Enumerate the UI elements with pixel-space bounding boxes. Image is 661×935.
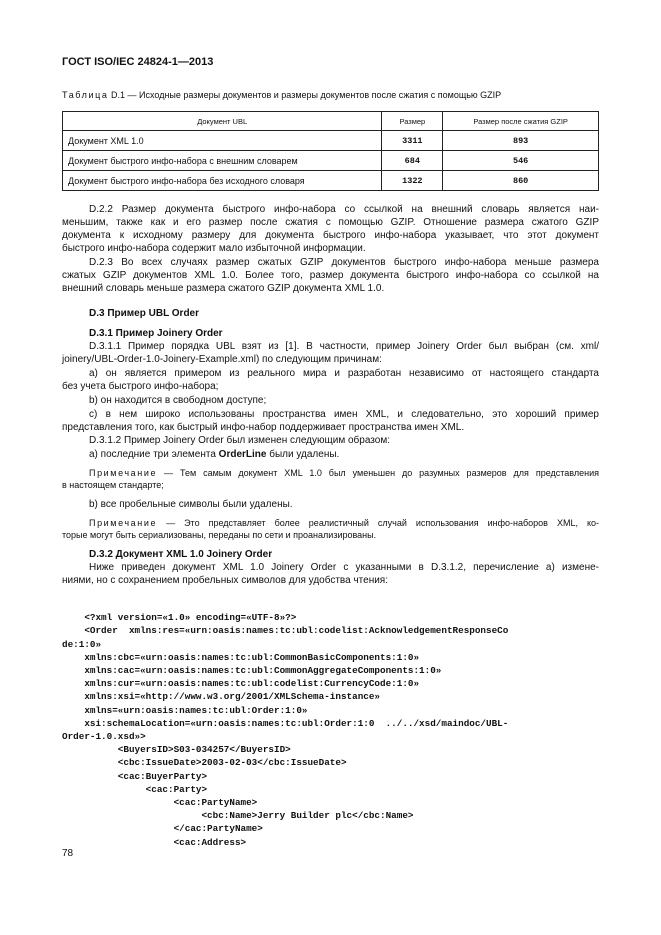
list-item-c (62, 408, 599, 434)
code-line: <?xml version=«1.0» encoding=«UTF-8»?> (62, 612, 297, 624)
code-line: Order-1.0.xsd»> (62, 731, 146, 743)
text-line: в настоящем стандарте; (62, 480, 164, 490)
text-line: с) в нем широко использованы пространства имен XML, и следовательно, это хороший пример (89, 409, 599, 420)
table-caption-label: Таблица (62, 90, 109, 100)
heading-d32: D.3.2 Документ XML 1.0 Joinery Order (89, 549, 273, 560)
list-item-a (62, 367, 599, 393)
code-line: xmlns:cbc=«urn:oasis:names:tc:ubl:CommonBasicComponents:1:0» (62, 651, 420, 663)
code-line: xmlns:cac=«urn:oasis:names:tc:ubl:CommonAggregateComponents:1:0» (62, 665, 442, 677)
text-fragment: а) последние три элемента (89, 449, 219, 460)
text-fragment: — Тем самым документ XML 1.0 был уменьшен до разумных размеров для представления (164, 468, 599, 478)
page-number: 78 (62, 848, 74, 859)
text-line: быстрого инфо-набора содержит мало избыточной информации. (62, 243, 366, 254)
text-line: торые могут быть сериализованы, переданы по сети и проанализированы. (62, 530, 377, 540)
text-line: Ниже приведен документ XML 1.0 Joinery Order с указанными в D.3.1.2, перечисление а) измене- (89, 562, 599, 573)
xml-code-block (62, 598, 508, 875)
code-line: <cac:Party> (62, 783, 208, 795)
heading-d31: D.3.1 Пример Joinery Order (89, 328, 223, 339)
text-line: без учета быстрого инфо-набора; (62, 381, 219, 392)
code-line: xmlns=«urn:oasis:names:tc:ubl:Order:1:0» (62, 704, 308, 716)
text-fragment: — Это представляет более реалистичный случай использования инфо-наборов XML, ко- (166, 518, 599, 528)
text-line: D.3.1.1 Пример порядка UBL взят из [1]. В частности, пример Joinery Order был выбран (см. xml/ (89, 341, 599, 352)
table-cell: 3311 (382, 131, 443, 151)
list-item-b: b) он находится в свободном доступе; (89, 395, 267, 406)
table-header-cell: Размер после сжатия GZIP (443, 112, 599, 131)
code-line: </cac:PartyName> (62, 823, 263, 835)
paragraph-d22 (62, 203, 599, 255)
code-line: <cac:BuyerParty> (62, 770, 208, 782)
note-label: Примечание (89, 468, 158, 478)
table-row (63, 171, 599, 191)
table-caption-text: D.1 — Исходные размеры документов и размеры документов после сжатия с помощью GZIP (111, 90, 502, 100)
text-line: внешний словарь меньше размера сжатого GZIP документа XML 1.0. (62, 283, 385, 294)
text-line: D.2.2 Размер документа быстрого инфо-набора со ссылкой на внешний словарь является наи- (89, 204, 599, 215)
code-line: de:1:0» (62, 638, 102, 650)
table-cell: Документ XML 1.0 (63, 131, 382, 151)
code-line: <cbc:IssueDate>2003-02-03</cbc:IssueDate> (62, 757, 347, 769)
text-line: ниями, но с сохранением пробельных символов для удобства чтения: (62, 575, 388, 586)
table-cell: 893 (443, 131, 599, 151)
table-cell: 684 (382, 151, 443, 171)
table-cell: 1322 (382, 171, 443, 191)
paragraph-d312: D.3.1.2 Пример Joinery Order был изменен следующим образом: (89, 435, 390, 446)
note-label: Примечание (89, 518, 158, 528)
code-line: xmlns:cur=«urn:oasis:names:tc:ubl:codelist:CurrencyCode:1:0» (62, 678, 420, 690)
code-line: xmlns:xsi=«http://www.w3.org/2001/XMLSchema-instance» (62, 691, 381, 703)
code-line: xsi:schemaLocation=«urn:oasis:names:tc:ubl:Order:1:0 ../../xsd/maindoc/UBL- (62, 717, 509, 729)
code-line: <Order xmlns:res=«urn:oasis:names:tc:ubl:codelist:AcknowledgementResponseCo (62, 625, 509, 637)
text-line: сжатых GZIP документов XML 1.0. Более того, размер документа быстрого инфо-набора со ссылкой на (62, 270, 599, 281)
table-row (63, 151, 599, 171)
document-header: ГОСТ ISO/IEC 24824-1—2013 (62, 56, 214, 68)
table-cell: Документ быстрого инфо-набора без исходного словаря (63, 171, 382, 191)
paragraph-d32 (62, 561, 599, 587)
table-row (63, 131, 599, 151)
table-cell: Документ быстрого инфо-набора с внешним словарем (63, 151, 382, 171)
size-table (62, 111, 599, 191)
note-1 (62, 467, 599, 491)
text-line: joinery/UBL-Order-1.0-Joinery-Example.xml) по следующим причинам: (62, 354, 382, 365)
table-header-cell: Размер (382, 112, 443, 131)
paragraph-d23 (62, 256, 599, 295)
note-2 (62, 517, 599, 541)
list-item-b2: b) все пробельные символы были удалены. (89, 499, 293, 510)
table-header-cell: Документ UBL (63, 112, 382, 131)
text-line: а) он является примером из реального мира и разработан независимо от настоящего стандарта (89, 368, 599, 379)
text-line: представления того, как быстрый инфо-набор поддерживает пространства имен XML. (62, 422, 465, 433)
table-caption (62, 90, 501, 100)
text-line: D.2.3 Во всех случаях размер сжатых GZIP документов быстрого инфо-набора меньше размера (89, 257, 599, 268)
table-cell: 546 (443, 151, 599, 171)
heading-d3: D.3 Пример UBL Order (89, 308, 200, 319)
table-header-row (63, 112, 599, 131)
text-fragment: были удалены. (266, 449, 340, 460)
text-line: меньшим, также как и его размер после сжатия с помощью GZIP. Отношение размера сжатого GZIP (62, 217, 599, 228)
paragraph-d311 (62, 340, 599, 366)
list-item-a2 (62, 448, 599, 461)
code-line: <cac:Address> (62, 836, 247, 848)
orderline-term: OrderLine (218, 449, 267, 460)
code-line: <cac:PartyName> (62, 797, 258, 809)
code-line: <BuyersID>S03-034257</BuyersID> (62, 744, 291, 756)
code-line: <cbc:Name>Jerry Builder plc</cbc:Name> (62, 810, 414, 822)
table-cell: 860 (443, 171, 599, 191)
text-line: документа к исходному размеру для документа быстрого инфо-набора указывает, что этот документ (62, 230, 599, 241)
